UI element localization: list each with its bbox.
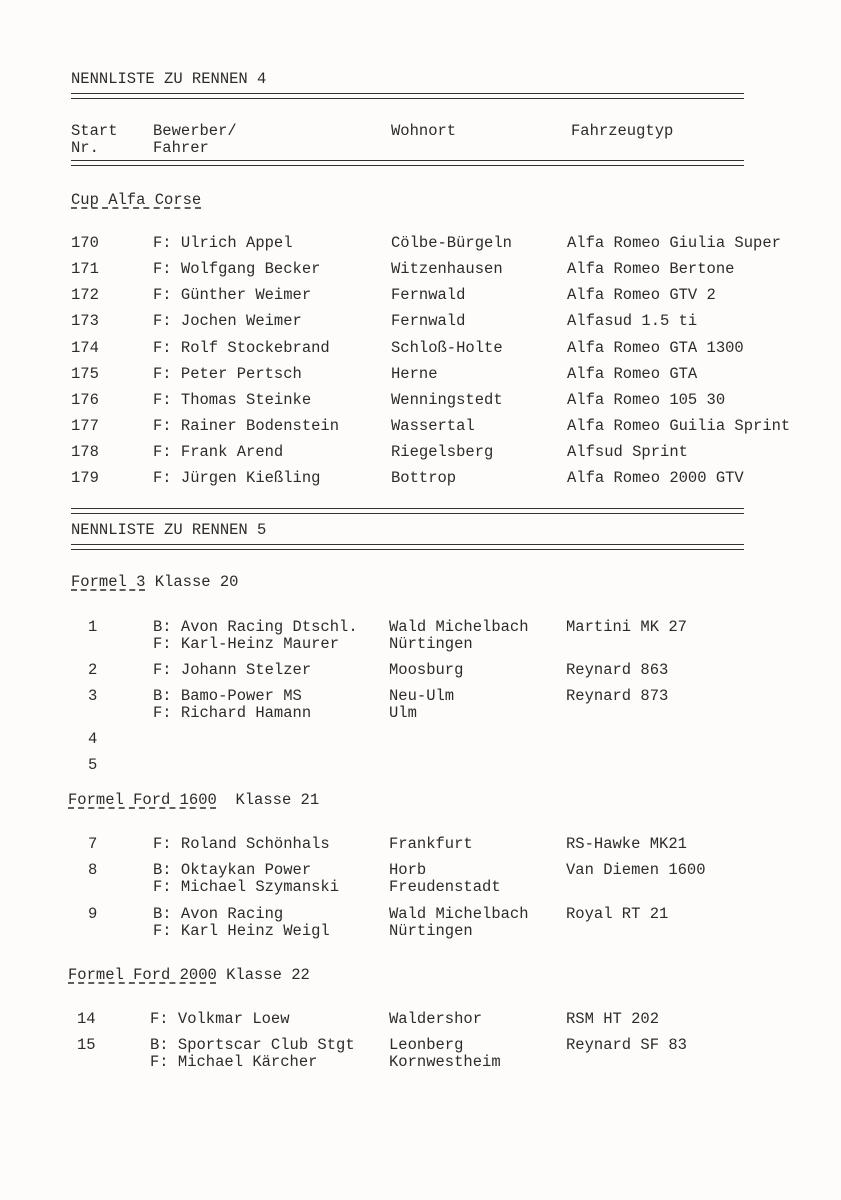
start-number: 4 bbox=[88, 730, 98, 748]
driver-name: F: Volkmar Loew bbox=[150, 1010, 290, 1028]
header-start: Start bbox=[71, 122, 118, 140]
start-number: 7 bbox=[88, 835, 98, 853]
section-name: Formel Ford 1600 bbox=[68, 791, 217, 809]
double-rule bbox=[71, 93, 744, 99]
section-title-cup-alfa-corse: Cup Alfa Corse bbox=[71, 191, 202, 209]
header-wohnort: Wohnort bbox=[391, 122, 457, 140]
hometown: Wald Michelbach bbox=[389, 618, 529, 636]
vehicle-type: Van Diemen 1600 bbox=[566, 861, 706, 879]
vehicle-type: Alfa Romeo GTV 2 bbox=[567, 286, 716, 304]
hometown: Wassertal bbox=[391, 417, 475, 435]
hometown: Neu-Ulm bbox=[389, 687, 455, 705]
double-rule bbox=[71, 160, 744, 166]
start-number: 174 bbox=[71, 339, 99, 357]
hometown: Nürtingen bbox=[389, 922, 473, 940]
section-title-formel-3 bbox=[71, 574, 238, 591]
start-number: 178 bbox=[71, 443, 99, 461]
double-rule bbox=[71, 508, 744, 514]
driver-name: F: Karl Heinz Weigl bbox=[153, 922, 330, 940]
hometown: Fernwald bbox=[391, 286, 466, 304]
driver-name: F: Michael Szymanski bbox=[153, 878, 340, 896]
driver-name: F: Karl-Heinz Maurer bbox=[153, 635, 340, 653]
double-rule bbox=[71, 544, 744, 550]
section-class: Klasse 21 bbox=[235, 791, 320, 809]
start-number: 175 bbox=[71, 365, 99, 383]
driver-name: F: Richard Hamann bbox=[153, 704, 312, 722]
driver-name: F: Günther Weimer bbox=[153, 286, 312, 304]
start-number: 179 bbox=[71, 469, 99, 487]
header-fahrer: Fahrer bbox=[153, 139, 209, 157]
driver-name: F: Johann Stelzer bbox=[153, 661, 312, 679]
section-name: Formel 3 bbox=[71, 573, 146, 591]
hometown: Cölbe-Bürgeln bbox=[391, 234, 512, 252]
entrant-name: B: Bamo-Power MS bbox=[153, 687, 302, 705]
header-fahrzeugtyp: Fahrzeugtyp bbox=[571, 122, 674, 140]
start-number: 9 bbox=[88, 905, 98, 923]
driver-name: F: Roland Schönhals bbox=[153, 835, 330, 853]
hometown: Horb bbox=[389, 861, 427, 879]
section-title-formel-ford-2000 bbox=[68, 967, 310, 984]
hometown: Fernwald bbox=[391, 312, 466, 330]
entrant-name: B: Avon Racing bbox=[153, 905, 284, 923]
start-number: 1 bbox=[88, 618, 98, 636]
start-number: 176 bbox=[71, 391, 99, 409]
driver-name: F: Thomas Steinke bbox=[153, 391, 312, 409]
section-class: Klasse 20 bbox=[154, 573, 239, 591]
header-bewerber: Bewerber/ bbox=[153, 122, 237, 140]
title-nennliste-5: NENNLISTE ZU RENNEN 5 bbox=[71, 521, 267, 539]
driver-name: F: Rainer Bodenstein bbox=[153, 417, 340, 435]
start-number: 172 bbox=[71, 286, 99, 304]
driver-name: F: Peter Pertsch bbox=[153, 365, 302, 383]
vehicle-type: Alfasud 1.5 ti bbox=[567, 312, 698, 330]
vehicle-type: Alfa Romeo 2000 GTV bbox=[567, 469, 744, 487]
driver-name: F: Jochen Weimer bbox=[153, 312, 302, 330]
section-class: Klasse 22 bbox=[226, 966, 310, 984]
section-title-formel-ford-1600 bbox=[68, 792, 319, 809]
vehicle-type: Reynard SF 83 bbox=[566, 1036, 687, 1054]
hometown: Frankfurt bbox=[389, 835, 473, 853]
vehicle-type: Reynard 873 bbox=[566, 687, 669, 705]
start-number: 171 bbox=[71, 260, 99, 278]
hometown: Riegelsberg bbox=[391, 443, 494, 461]
driver-name: F: Frank Arend bbox=[153, 443, 284, 461]
vehicle-type: Reynard 863 bbox=[566, 661, 669, 679]
start-number: 170 bbox=[71, 234, 99, 252]
hometown: Nürtingen bbox=[389, 635, 473, 653]
vehicle-type: RSM HT 202 bbox=[566, 1010, 660, 1028]
driver-name: F: Rolf Stockebrand bbox=[153, 339, 330, 357]
start-number: 3 bbox=[88, 687, 98, 705]
start-number: 5 bbox=[88, 756, 98, 774]
hometown: Herne bbox=[391, 365, 438, 383]
hometown: Wald Michelbach bbox=[389, 905, 529, 923]
vehicle-type: Royal RT 21 bbox=[566, 905, 669, 923]
entrant-name: B: Sportscar Club Stgt bbox=[150, 1036, 355, 1054]
vehicle-type: Alfa Romeo Bertone bbox=[567, 260, 735, 278]
vehicle-type: Alfa Romeo 105 30 bbox=[567, 391, 726, 409]
start-number: 177 bbox=[71, 417, 99, 435]
hometown: Schloß-Holte bbox=[391, 339, 503, 357]
start-number: 15 bbox=[77, 1036, 96, 1054]
title-nennliste-4: NENNLISTE ZU RENNEN 4 bbox=[71, 70, 267, 88]
hometown: Bottrop bbox=[391, 469, 457, 487]
vehicle-type: Alfa Romeo Guilia Sprint bbox=[567, 417, 791, 435]
driver-name: F: Wolfgang Becker bbox=[153, 260, 321, 278]
hometown: Wenningstedt bbox=[391, 391, 503, 409]
driver-name: F: Jürgen Kießling bbox=[153, 469, 321, 487]
hometown: Kornwestheim bbox=[389, 1053, 501, 1071]
driver-name: F: Ulrich Appel bbox=[153, 234, 293, 252]
start-number: 14 bbox=[77, 1010, 96, 1028]
start-number: 173 bbox=[71, 312, 99, 330]
vehicle-type: RS-Hawke MK21 bbox=[566, 835, 687, 853]
vehicle-type: Martini MK 27 bbox=[566, 618, 687, 636]
hometown: Ulm bbox=[389, 704, 417, 722]
entrant-name: B: Avon Racing Dtschl. bbox=[153, 618, 358, 636]
hometown: Waldershor bbox=[389, 1010, 483, 1028]
hometown: Witzenhausen bbox=[391, 260, 503, 278]
driver-name: F: Michael Kärcher bbox=[150, 1053, 318, 1071]
entrant-name: B: Oktaykan Power bbox=[153, 861, 312, 879]
vehicle-type: Alfsud Sprint bbox=[567, 443, 688, 461]
vehicle-type: Alfa Romeo GTA 1300 bbox=[567, 339, 744, 357]
vehicle-type: Alfa Romeo GTA bbox=[567, 365, 698, 383]
vehicle-type: Alfa Romeo Giulia Super bbox=[567, 234, 781, 252]
hometown: Freudenstadt bbox=[389, 878, 501, 896]
hometown: Moosburg bbox=[389, 661, 464, 679]
start-number: 2 bbox=[88, 661, 98, 679]
start-number: 8 bbox=[88, 861, 98, 879]
hometown: Leonberg bbox=[389, 1036, 464, 1054]
header-nr: Nr. bbox=[71, 139, 99, 157]
section-name: Formel Ford 2000 bbox=[68, 966, 217, 984]
